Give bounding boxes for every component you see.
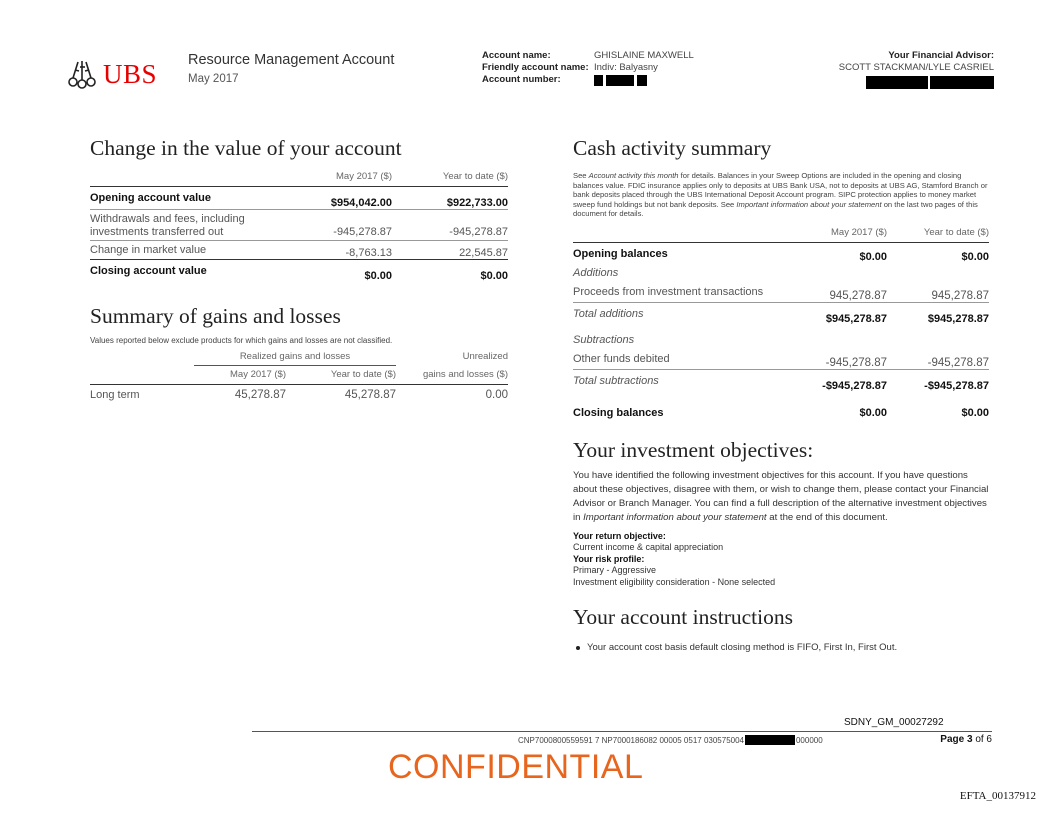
objectives-title: Your investment objectives: [573,437,814,462]
eligibility-value: Investment eligibility consideration - None selected [573,576,776,587]
account-title-block [188,52,394,85]
col-header-ytd: Year to date ($) [442,171,508,182]
table-row: Proceeds from investment transactions 945,278.87 945,278.87 [573,285,989,302]
bates-number: SDNY_GM_00027292 [844,717,944,728]
risk-profile-value: Primary - Aggressive [573,565,657,576]
table-row: Change in market value -8,763.13 22,545.87 [90,241,508,260]
table-row: Closing balances $0.00 $0.00 [573,406,989,419]
table-row: Subtractions [573,333,635,346]
list-item: Your account cost basis default closing method is FIFO, First In, First Out. [573,642,989,653]
account-type: Resource Management Account [188,52,395,68]
account-name-label: Account name: [482,50,551,61]
advisor-name: SCOTT STACKMAN/LYLE CASRIEL [838,62,994,73]
table-row: Closing account value $0.00 $0.00 [90,260,508,283]
bullet-icon [576,646,580,650]
account-name: GHISLAINE MAXWELL [594,50,694,61]
table-row: Opening balances $0.00 $0.00 [573,242,989,263]
financial-advisor [839,50,994,89]
confidential-stamp: CONFIDENTIAL [388,748,644,786]
col-header-ytd: Year to date ($) [923,226,989,238]
instructions-title: Your account instructions [573,605,793,630]
gains-losses-title: Summary of gains and losses [90,304,341,328]
return-objective-value: Current income & capital appreciation [573,542,724,553]
footer-divider [252,731,992,732]
account-number-label: Account number: [482,74,561,85]
change-in-value-title: Change in the value of your account [90,136,402,160]
realized-header: Realized gains and losses [194,351,396,366]
gains-losses-note: Values reported below exclude products for which gains and losses are not classified. [90,336,393,345]
table-row: Total subtractions -$945,278.87 -$945,278.87 [573,369,989,392]
account-info [482,50,694,86]
return-objective-label: Your return objective: [573,530,666,541]
cash-activity-note: See Account activity this month for details. Balances in your Sweep Options are included in the opening and closing balances value. FDIC insurance applies only to deposits at UBS Bank USA, not to deposits at UBS AG, Stamford Branch or bank deposits placed through the UBS International Deposit Account program. SIPC protection applies to money market sweep fund holdings but not bank deposits. See Important information about your statement on the last two pages of this document for details. [573,171,988,219]
efta-number: EFTA_00137912 [959,790,1036,802]
col-header-month: May 2017 ($) [831,226,887,238]
page-number: Page 3 of 6 [940,734,992,745]
col-header-month: May 2017 ($) [336,171,392,182]
ubs-logo [64,58,157,90]
cash-activity-title: Cash activity summary [573,136,772,160]
table-row: Opening account value $954,042.00 $922,733.00 [90,187,508,210]
ubs-keys-icon [64,58,100,90]
change-in-value-table [90,171,508,282]
footer-redacted [745,735,795,745]
objectives-paragraph: You have identified the following investment objectives for this account. If you have questions about these objectives, disagree with them, or wish to change them, please contact your Financial Advisor or Branch Manager. You can find a full description of the alternative investment objectives in Important information about your statement at the end of this document. [573,469,989,523]
logo-wordmark: UBS [103,58,158,89]
right-column [573,136,989,653]
table-row: Total additions $945,278.87 $945,278.87 [573,302,989,325]
footer-codes: CNP7000800559591 7 NP7000186082 00005 0517 030575004 000000 [518,735,823,745]
table-row: Withdrawals and fees, including investments transferred out -945,278.87 -945,278.87 [90,210,508,241]
gains-losses-table: Realized gains and losses Unrealized May 2017 ($) Year to date ($) gains and losses ($) Long term 45,278.87 45,278.87 0.00 [90,351,508,401]
account-number-redacted [594,75,647,86]
cash-activity-table [573,227,989,419]
risk-profile-label: Your risk profile: [573,553,645,564]
unrealized-header: Unrealized [462,351,508,363]
advisor-label: Your Financial Advisor: [888,50,994,61]
table-row: Additions [573,266,619,279]
left-column [90,136,508,401]
friendly-name-label: Friendly account name: [482,62,589,73]
objectives-details [573,531,989,589]
statement-period: May 2017 [188,73,239,85]
advisor-redacted [839,76,994,89]
table-row: Long term 45,278.87 45,278.87 0.00 [90,385,508,402]
friendly-name: Indiv: Balyasny [594,62,658,73]
table-row: Other funds debited -945,278.87 -945,278.87 [573,352,989,369]
